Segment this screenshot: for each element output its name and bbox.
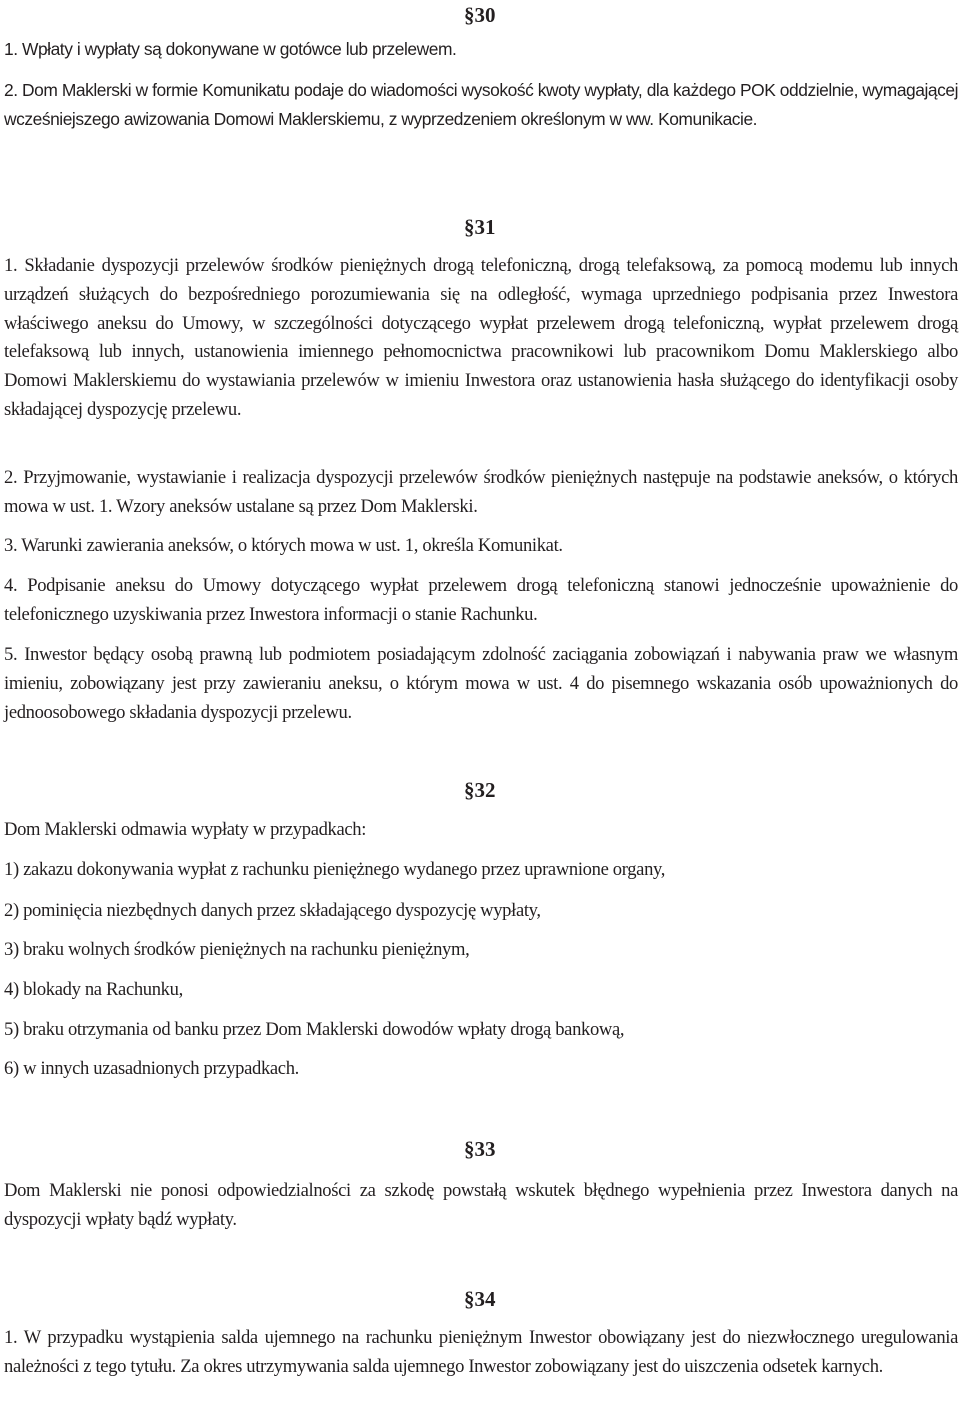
section-heading-30: §30 [464,3,496,27]
section-heading-31: §31 [464,215,496,239]
section-30-paragraph-1: 1. Wpłaty i wypłaty są dokonywane w gotówce lub przelewem. [4,39,457,59]
section-32-item-5: 5) braku otrzymania od banku przez Dom Maklerski dowodów wpłaty drogą bankową, [4,1019,625,1040]
section-32-item-3: 3) braku wolnych środków pieniężnych na rachunku pieniężnym, [4,939,470,960]
section-heading-33: §33 [464,1137,496,1161]
section-34-paragraph-1: 1. W przypadku wystąpienia salda ujemnego na rachunku pieniężnym Inwestor obowiązany jest do niezwłocznego uregulowania należności z tego tytułu. Za okres utrzymywania salda ujemnego Inwestor zobowiązany jest do uiszczenia odsetek karnych. [4,1327,958,1377]
section-32-item-2: 2) pominięcia niezbędnych danych przez składającego dyspozycję wypłaty, [4,900,541,921]
section-32-item-6: 6) w innych uzasadnionych przypadkach. [4,1058,299,1079]
section-32-item-4: 4) blokady na Rachunku, [4,979,183,1000]
section-heading-34: §34 [464,1287,496,1311]
section-33-paragraph-1: Dom Maklerski nie ponosi odpowiedzialności za szkodę powstałą wskutek błędnego wypełnienia przez Inwestora danych na dyspozycji wpłaty bądź wypłaty. [4,1180,958,1230]
section-31-paragraph-3: 3. Warunki zawierania aneksów, o których mowa w ust. 1, określa Komunikat. [4,535,563,556]
section-31-paragraph-1: 1. Składanie dyspozycji przelewów środków pieniężnych drogą telefoniczną, drogą telefaksową, za pomocą modemu lub innych urządzeń służących do bezpośredniego porozumiewania się na odległość, wymaga uprzedniego podpisania przez Inwestora właściwego aneksu do Umowy, w szczególności dotyczącego wypłat przelewem drogą telefoniczną, wypłat przelewem drogą telefaksową lub innych, ustanowienia imiennego pełnomocnictwa pracownikowi lub pracownikom Domu Maklerskiego albo Domowi Maklerskiemu do wystawiania przelewów w imieniu Inwestora oraz ustanowienia hasła służącego do identyfikacji osoby składającej dyspozycję przelewu. [4,255,958,420]
section-31-paragraph-4: 4. Podpisanie aneksu do Umowy dotyczącego wypłat przelewem drogą telefoniczną stanowi jednocześnie upoważnienie do telefonicznego uzyskiwania przez Inwestora informacji o stanie Rachunku. [4,575,958,625]
section-32-intro: Dom Maklerski odmawia wypłaty w przypadkach: [4,819,367,840]
section-31-paragraph-2: 2. Przyjmowanie, wystawianie i realizacja dyspozycji przelewów środków pieniężnych następuje na podstawie aneksów, o których mowa w ust. 1. Wzory aneksów ustalane są przez Dom Maklerski. [4,467,958,517]
section-heading-32: §32 [464,778,496,802]
section-30-paragraph-2: 2. Dom Maklerski w formie Komunikatu podaje do wiadomości wysokość kwoty wypłaty, dla każdego POK oddzielnie, wymagającej wcześniejszego awizowania Domowi Maklerskiemu, z wyprzedzeniem określonym w ww. Komunikacie. [4,80,958,129]
section-31-paragraph-5: 5. Inwestor będący osobą prawną lub podmiotem posiadającym zdolność zaciągania zobowiązań i nabywania praw we własnym imieniu, zobowiązany jest przy zawieraniu aneksu, o którym mowa w ust. 4 do pisemnego wskazania osób upoważnionych do jednoosobowego składania dyspozycji przelewu. [4,644,958,723]
section-32-item-1: 1) zakazu dokonywania wypłat z rachunku pieniężnego wydanego przez uprawnione organy, [4,859,666,880]
